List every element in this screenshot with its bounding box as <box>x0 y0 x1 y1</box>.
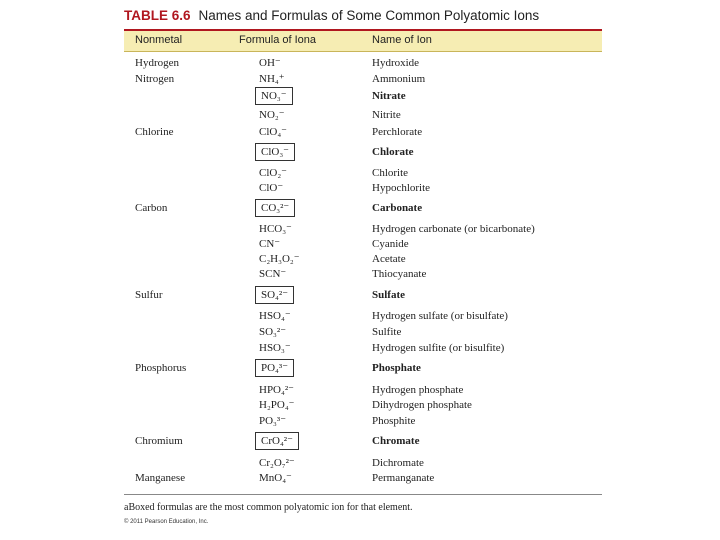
cell-nonmetal: Hydrogen <box>135 57 179 69</box>
table-row <box>124 166 602 181</box>
cell-formula: SO₃²⁻ <box>259 326 287 338</box>
cell-name: Nitrite <box>372 109 401 121</box>
table-row <box>124 89 602 104</box>
cell-formula: HPO₄²⁻ <box>259 384 294 396</box>
cell-name: Perchlorate <box>372 126 423 138</box>
table-row <box>124 288 602 303</box>
cell-formula: ClO₂⁻ <box>259 167 287 179</box>
cell-formula: ClO₄⁻ <box>259 126 287 138</box>
cell-formula: SCN⁻ <box>259 268 287 280</box>
table-header <box>124 31 602 51</box>
cell-formula: CrO₄²⁻ <box>255 432 299 450</box>
cell-name: Hydrogen sulfite (or bisulfite) <box>372 342 505 354</box>
copyright: © 2011 Pearson Education, Inc. <box>124 519 209 525</box>
cell-formula: NO₂⁻ <box>259 109 285 121</box>
table-row <box>124 414 602 429</box>
cell-name: Hypochlorite <box>372 182 431 194</box>
table-title <box>124 8 539 28</box>
cell-formula: CN⁻ <box>259 238 281 250</box>
cell-name: Hydrogen sulfate (or bisulfate) <box>372 310 508 322</box>
cell-nonmetal: Manganese <box>135 472 186 484</box>
cell-name: Chlorate <box>372 146 414 158</box>
table-row <box>124 145 602 160</box>
cell-formula: MnO₄⁻ <box>259 472 292 484</box>
cell-formula: PO₄³⁻ <box>255 359 294 377</box>
cell-formula: C₂H₃O₂⁻ <box>259 253 300 265</box>
cell-name: Cyanide <box>372 238 409 250</box>
table-row <box>124 267 602 282</box>
table-row <box>124 471 602 486</box>
cell-name: Hydrogen carbonate (or bicarbonate) <box>372 223 535 235</box>
cell-nonmetal: Carbon <box>135 202 168 214</box>
cell-nonmetal: Sulfur <box>135 289 163 301</box>
cell-name: Phosphite <box>372 415 416 427</box>
cell-formula: PO₃³⁻ <box>259 415 287 427</box>
table-caption: Names and Formulas of Some Common Polyatomic Ions <box>198 8 540 23</box>
cell-nonmetal: Chlorine <box>135 126 174 138</box>
table-row <box>124 252 602 267</box>
table-row <box>124 341 602 356</box>
header-name: Name of Ion <box>372 34 432 46</box>
cell-name: Ammonium <box>372 73 426 85</box>
header-nonmetal: Nonmetal <box>135 34 183 46</box>
cell-formula: H₂PO₄⁻ <box>259 399 295 411</box>
cell-name: Chlorite <box>372 167 409 179</box>
cell-formula: HSO₃⁻ <box>259 342 291 354</box>
cell-name: Sulfate <box>372 289 405 301</box>
table-row <box>124 456 602 471</box>
cell-name: Dihydrogen phosphate <box>372 399 472 411</box>
cell-name: Hydroxide <box>372 57 420 69</box>
table-row <box>124 222 602 237</box>
table-row <box>124 383 602 398</box>
table-row <box>124 125 602 140</box>
cell-formula: CO₃²⁻ <box>255 199 295 217</box>
cell-formula: NO₃⁻ <box>255 87 293 105</box>
cell-formula: OH⁻ <box>259 57 281 69</box>
cell-formula: HCO₃⁻ <box>259 223 292 235</box>
cell-name: Thiocyanate <box>372 268 427 280</box>
table-row <box>124 325 602 340</box>
cell-nonmetal: Chromium <box>135 435 183 447</box>
cell-formula: SO₄²⁻ <box>255 286 294 304</box>
cell-formula: NH₄⁺ <box>259 73 285 85</box>
table-row <box>124 237 602 252</box>
cell-formula: ClO₃⁻ <box>255 143 295 161</box>
table-row <box>124 309 602 324</box>
table-row <box>124 181 602 196</box>
cell-nonmetal: Nitrogen <box>135 73 175 85</box>
table-number: TABLE 6.6 <box>124 8 191 23</box>
cell-name: Hydrogen phosphate <box>372 384 464 396</box>
table-row <box>124 201 602 216</box>
cell-name: Chromate <box>372 435 420 447</box>
table-row <box>124 56 602 71</box>
cell-name: Phosphate <box>372 362 421 374</box>
header-formula: Formula of Iona <box>239 34 317 46</box>
cell-formula: HSO₄⁻ <box>259 310 291 322</box>
cell-name: Permanganate <box>372 472 435 484</box>
table-row <box>124 434 602 449</box>
cell-formula: ClO⁻ <box>259 182 284 194</box>
cell-name: Sulfite <box>372 326 402 338</box>
table-row <box>124 398 602 413</box>
cell-name: Nitrate <box>372 90 406 102</box>
cell-formula: Cr₂O₇²⁻ <box>259 457 295 469</box>
cell-name: Carbonate <box>372 202 423 214</box>
footnote: aBoxed formulas are the most common polyatomic ion for that element. <box>124 502 413 513</box>
cell-nonmetal: Phosphorus <box>135 362 187 374</box>
cell-name: Acetate <box>372 253 406 265</box>
table-row <box>124 72 602 87</box>
cell-name: Dichromate <box>372 457 424 469</box>
table-row <box>124 108 602 123</box>
table-row <box>124 361 602 376</box>
header-rule <box>124 51 602 52</box>
bottom-rule <box>124 494 602 495</box>
